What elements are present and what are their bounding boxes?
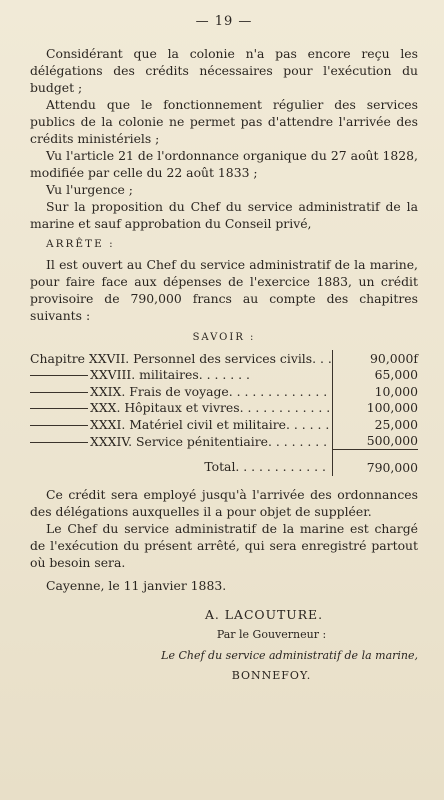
- chapter-label: XXXIV. Service pénitentiaire. . . . . . . .: [30, 433, 333, 450]
- arrete-heading: ARRÊTE :: [46, 238, 115, 250]
- total-row: [30, 450, 418, 477]
- paragraph-proposition: Sur la proposition du Chef du service administratif de la marine et sauf approbation du Conseil privé,: [30, 199, 418, 231]
- ditto-dash: [30, 425, 88, 426]
- chapter-amount: 100,000: [333, 400, 419, 417]
- chapter-amount: 500,000: [333, 433, 419, 450]
- ditto-dash: [30, 392, 88, 393]
- chapter-label: XXVIII. militaires. . . . . . .: [30, 367, 333, 384]
- paragraph-execution: Le Chef du service administratif de la marine est chargé de l'exécution du présent arrêté, qui sera enregistré partout où besoin sera.: [30, 521, 418, 570]
- table-row: [30, 383, 418, 400]
- ditto-dash: [30, 375, 88, 376]
- ditto-dash: [30, 408, 88, 409]
- countersign-title: Le Chef du service administratif de la marine,: [161, 649, 418, 662]
- chapter-label: XXIX. Frais de voyage. . . . . . . . . . . . .: [30, 383, 333, 400]
- paragraph-article: Il est ouvert au Chef du service administratif de la marine, pour faire face aux dépenses de l'exercice 1883, un crédit provisoire de 790,000 francs au compte des chapitres suivants :: [30, 257, 418, 323]
- paragraph-considerant: Considérant que la colonie n'a pas encore reçu les délégations des crédits nécessaires pour l'exécution du budget ;: [30, 46, 418, 95]
- credits-table: [30, 350, 418, 476]
- chapter-amount: 25,000: [333, 416, 419, 433]
- par-le-gouverneur: Par le Gouverneur :: [216, 628, 327, 641]
- paragraph-attendu: Attendu que le fonctionnement régulier des services publics de la colonie ne permet pas d'attendre l'arrivée des crédits ministériels ;: [30, 97, 418, 146]
- chapter-amount: 10,000: [333, 383, 419, 400]
- paragraph-emploi: Ce crédit sera employé jusqu'à l'arrivée des ordonnances des délégations auxquelles il a pour objet de suppléer.: [30, 487, 418, 519]
- table-row: [30, 433, 418, 450]
- chapter-label: Chapitre XXVII. Personnel des services civils. . .: [30, 350, 332, 366]
- paragraph-vu-article: Vu l'article 21 de l'ordonnance organique du 27 août 1828, modifiée par celle du 22 août 1833 ;: [30, 148, 418, 180]
- chapter-label: XXX. Hôpitaux et vivres. . . . . . . . . . . .: [30, 400, 333, 417]
- chapter-label: XXXI. Matériel civil et militaire. . . . . .: [30, 416, 333, 433]
- table-row: [30, 350, 418, 367]
- page-number: — 19 —: [195, 14, 253, 29]
- place-date: Cayenne, le 11 janvier 1883.: [46, 578, 227, 593]
- total-label: Total. . . . . . . . . . . .: [204, 459, 326, 475]
- table-row: [30, 416, 418, 433]
- table-row: [30, 400, 418, 417]
- ditto-dash: [30, 442, 88, 443]
- savoir-heading: SAVOIR :: [192, 332, 256, 343]
- total-amount: 790,000: [333, 450, 419, 477]
- table-row: [30, 367, 418, 384]
- chapter-amount: 90,000f: [333, 350, 419, 367]
- signatory-name: A. LACOUTURE.: [204, 607, 324, 622]
- paragraph-vu-urgence: Vu l'urgence ;: [46, 182, 133, 197]
- chapter-amount: 65,000: [333, 367, 419, 384]
- countersign-name: BONNEFOY.: [231, 669, 312, 682]
